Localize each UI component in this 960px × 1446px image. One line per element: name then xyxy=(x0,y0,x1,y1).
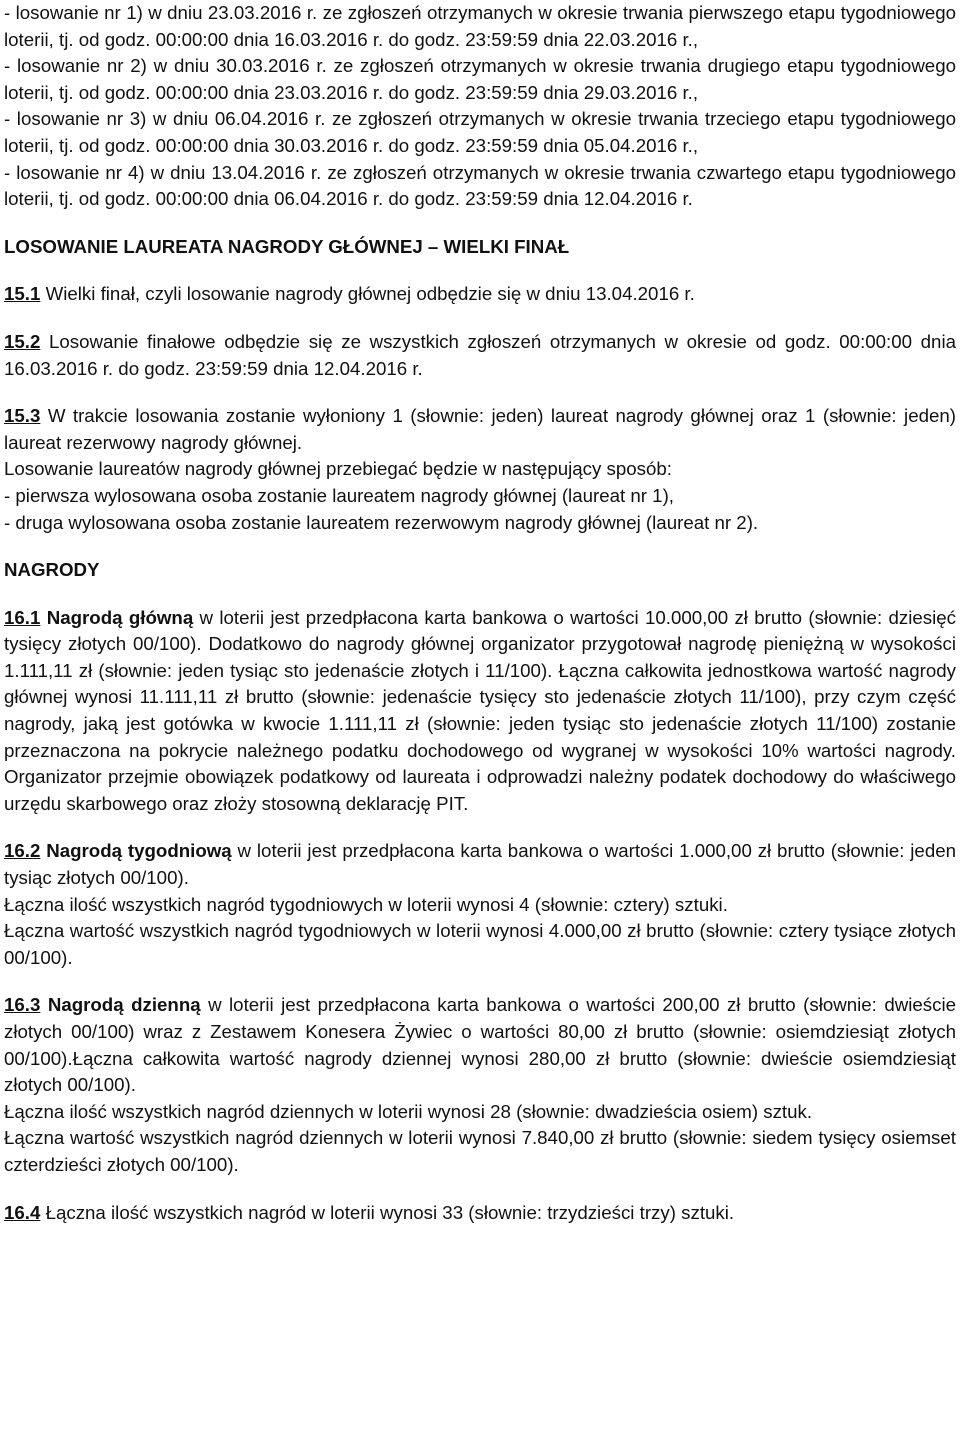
draw-item-4: - losowanie nr 4) w dniu 13.04.2016 r. ze zgłoszeń otrzymanych w okresie trwania czwartego etapu tygodniowego loterii, tj. od godz. 00:00:00 dnia 06.04.2016 r. do godz. 23:59:59 dnia 12.04.2016 r. xyxy=(4,161,956,210)
section-number: 16.3 xyxy=(4,994,41,1016)
section-text: Wielki finał, czyli losowanie nagrody głównej odbędzie się w dniu 13.04.2016 r. xyxy=(40,283,695,305)
draw-item-2: - losowanie nr 2) w dniu 30.03.2016 r. ze zgłoszeń otrzymanych w okresie trwania drugiego etapu tygodniowego loterii, tj. od godz. 00:00:00 dnia 23.03.2016 r. do godz. 23:59:59 dnia 29.03.2016 r., xyxy=(4,55,956,103)
prizes-heading: NAGRODY xyxy=(4,559,100,581)
weekly-prize-total: Łączna wartość wszystkich nagród tygodniowych w loterii wynosi 4.000,00 zł brutto (słownie: cztery tysiące złotych 00/100). xyxy=(4,920,956,968)
section-16-1 xyxy=(4,605,956,818)
section-text: w loterii jest przedpłacona karta bankowa o wartości 1.000,00 zł brutto (słownie: jeden tysiąc złotych 00/100). xyxy=(4,840,957,889)
section-15-2 xyxy=(4,329,956,382)
daily-prize-count: Łączna ilość wszystkich nagród dziennych w loterii wynosi 28 (słownie: dwadzieścia osiem) sztuk. xyxy=(4,1100,813,1122)
section-text: w loterii jest przedpłacona karta bankowa o wartości 200,00 zł brutto (słownie: dwieście złotych 00/100) wraz z Zestawem Konesera Żywiec o wartości 80,00 zł brutto (słownie: osiemdziesiąt złotych 00/100).Łączna całkowita wartość nagrody dziennej wynosi 280,00 zł brutto (słownie: dwieście osiemdziesiąt złotych 00/100). xyxy=(4,994,956,1096)
weekly-prize-count: Łączna ilość wszystkich nagród tygodniowych w loterii wynosi 4 (słownie: cztery) sztuki. xyxy=(4,893,728,915)
section-number: 15.3 xyxy=(4,405,41,427)
draw-procedure-step-2: - druga wylosowana osoba zostanie laureatem rezerwowym nagrody głównej (laureat nr 2). xyxy=(4,511,759,533)
section-16-3 xyxy=(4,992,956,1098)
draw-item-1: - losowanie nr 1) w dniu 23.03.2016 r. ze zgłoszeń otrzymanych w okresie trwania pierwszego etapu tygodniowego loterii, tj. od godz. 00:00:00 dnia 16.03.2016 r. do godz. 23:59:59 dnia 22.03.2016 r., xyxy=(4,2,956,50)
section-15-3 xyxy=(4,403,956,456)
draw-procedure-step-1: - pierwsza wylosowana osoba zostanie laureatem nagrody głównej (laureat nr 1), xyxy=(4,484,674,506)
section-16-4 xyxy=(4,1200,956,1227)
section-number: 15.2 xyxy=(4,330,41,352)
section-text: Łączna ilość wszystkich nagród w loterii wynosi 33 (słownie: trzydzieści trzy) sztuki. xyxy=(40,1201,735,1223)
section-bold-term: Nagrodą dzienną xyxy=(40,994,201,1016)
draw-item-3: - losowanie nr 3) w dniu 06.04.2016 r. ze zgłoszeń otrzymanych w okresie trwania trzeciego etapu tygodniowego loterii, tj. od godz. 00:00:00 dnia 30.03.2016 r. do godz. 23:59:59 dnia 05.04.2016 r., xyxy=(4,108,956,156)
section-number: 16.4 xyxy=(4,1201,41,1223)
section-15-1 xyxy=(4,281,956,308)
section-number: 15.1 xyxy=(4,283,41,305)
section-number: 16.1 xyxy=(4,606,41,628)
section-16-2 xyxy=(4,838,956,891)
final-heading: LOSOWANIE LAUREATA NAGRODY GŁÓWNEJ – WIELKI FINAŁ xyxy=(4,235,570,257)
section-number: 16.2 xyxy=(4,840,41,862)
section-bold-term: Nagrodą tygodniową xyxy=(40,840,232,862)
section-text: w loterii jest przedpłacona karta bankowa o wartości 10.000,00 zł brutto (słownie: dziesięć tysięcy złotych 00/100). Dodatkowo do nagrody głównej organizator przygotował nagrodę pieniężną w wysokości 1.111,11 zł (słownie: jeden tysiąc sto jedenaście złotych i 11/100). Łączna całkowita jednostkowa wartość nagrody głównej wynosi 11.111,11 zł brutto (słownie: jedenaście tysięcy sto jedenaście złotych 11/100), przy czym część nagrody, jaką jest gotówka w kwocie 1.111,11 zł (słownie: jeden tysiąc sto jedenaście złotych 11/100) zostanie przeznaczona na pokrycie należnego podatku dochodowego od wygranej w wysokości 10% wartości nagrody. Organizator przejmie obowiązek podatkowy od laureata i odprowadzi należny podatek dochodowy do właściwego urzędu skarbowego oraz złoży stosowną deklarację PIT. xyxy=(4,606,956,814)
daily-prize-total: Łączna wartość wszystkich nagród dziennych w loterii wynosi 7.840,00 zł brutto (słownie: siedem tysięcy osiemset czterdzieści złotych 00/100). xyxy=(4,1127,956,1175)
draw-procedure-intro: Losowanie laureatów nagrody głównej przebiegać będzie w następujący sposób: xyxy=(4,458,672,480)
section-text: W trakcie losowania zostanie wyłoniony 1 (słownie: jeden) laureat nagrody głównej oraz 1 (słownie: jeden) laureat rezerwowy nagrody głównej. xyxy=(4,405,956,453)
section-text: Losowanie finałowe odbędzie się ze wszystkich zgłoszeń otrzymanych w okresie od godz. 00:00:00 dnia 16.03.2016 r. do godz. 23:59:59 dnia 12.04.2016 r. xyxy=(4,330,956,379)
section-bold-term: Nagrodą główną xyxy=(40,606,194,628)
